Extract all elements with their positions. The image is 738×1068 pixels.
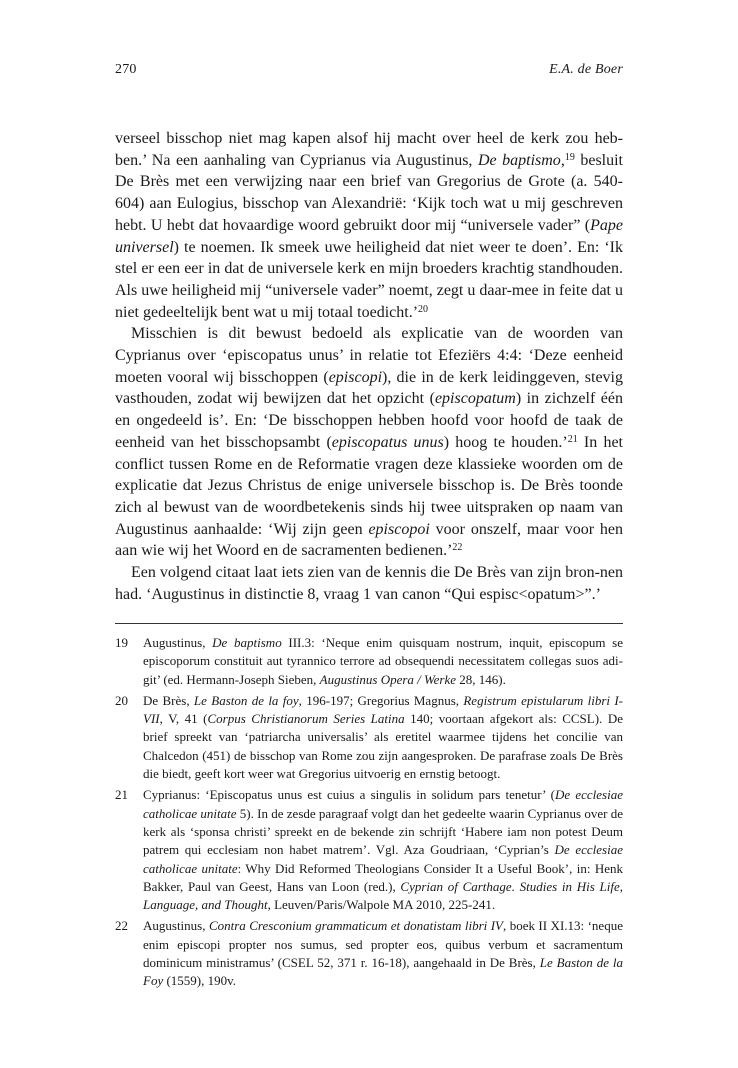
italic-run: Corpus Christianorum Series Latina — [207, 711, 405, 727]
italic-run: De baptismo — [212, 635, 282, 650]
paragraph-2 — [115, 323, 623, 562]
text-run: ) hoog te houden.’ — [443, 433, 568, 451]
text-run: III.3: ‘Neque enim quisquam nostrum, inquit, episcopum se episcoporum constituit aut tyrannico terrore ad obsequendi necessitatem collegas suos adi-git’ (ed. Hermann-Joseph Sieben, — [143, 635, 623, 687]
text-run: , — [560, 151, 565, 169]
footnote-19 — [115, 634, 623, 689]
italic-run: Registrum epistularum libri I-VII — [143, 692, 623, 727]
text-run: voor onszelf, maar voor hen aan wie wij het Woord en de sacramenten bedienen.’ — [115, 520, 624, 560]
footnote-number: 19 — [115, 635, 128, 650]
text-run: (1559), 190v. — [163, 973, 237, 989]
italic-run: De baptismo — [477, 151, 561, 169]
footnote-20 — [115, 692, 623, 783]
italic-run: Cyprian of Carthage. Studies in His Life, Language, and Thought — [143, 878, 623, 913]
main-text — [115, 128, 623, 605]
italic-run: episcopoi — [368, 520, 430, 538]
footnotes — [115, 634, 623, 994]
italic-run: episcopatus unus — [331, 433, 444, 451]
footnote-22 — [115, 917, 623, 990]
footnote-ref-20[interactable]: 20 — [418, 303, 429, 315]
footnote-ref-19[interactable]: 19 — [564, 151, 575, 163]
text-run: ) te noemen. Ik smeek uwe heiligheid dat niet weer te doen’. En: ‘Ik stel er een eer in dat de universele kerk en mijn broeders krachtig standhouden. Als uwe heiligheid mij “universele vader” noemt, zegt u daar-mee in feite dat u niet gedeeltelijk bent wat u mij totaal toedicht.’ — [115, 238, 623, 321]
text-run: , 196-197; Gregorius Magnus, — [298, 692, 464, 708]
text-run: 140; voortaan afgekort als: CCSL). De brief spreekt van ‘patriarcha universalis’ als eretitel waarmee tijdens het concilie van Chalcedon (451) de bisschop van Rome zou zijn aangesproken. De parafrase zoals De Brès die biedt, geeft kort weer wat Gregorius uitvoerig en ernstig betoogt. — [143, 711, 623, 782]
text-run: 5). In de zesde paragraaf volgt dan het gedeelte waarin Cyprianus over de kerk als ‘sponsa christi’ spreekt en de bekende zin schrijft ‘Habere iam non potest Deum patrem qui ecclesiam non habet matrem’. Vgl. Aza Goudriaan, ‘Cyprian’s — [143, 805, 623, 858]
running-author: E.A. de Boer — [549, 62, 623, 77]
text-run: , V, 41 ( — [159, 711, 208, 727]
footnote-number: 22 — [115, 918, 128, 934]
footnote-21 — [115, 786, 623, 914]
italic-run: Pape universel — [115, 216, 623, 256]
paragraph-3: Een volgend citaat laat iets zien van de kennis die De Brès van zijn bron-nen had. ‘Augustinus in distinctie 8, vraag 1 van canon “Qui espisc<opatum>”.’ — [115, 564, 623, 603]
footnote-ref-21[interactable]: 21 — [567, 433, 578, 445]
text-run: ), die in de kerk leidinggeven, stevig vasthouden, zodat wij bewijzen dat het opzicht ( — [115, 368, 623, 408]
text-run: Augustinus, — [143, 918, 209, 934]
italic-run: Augustinus Opera / Werke — [319, 671, 457, 687]
italic-run: De ecclesiae catholicae unitate — [143, 787, 623, 821]
text-run: De Brès, — [143, 692, 194, 708]
footnote-ref-22[interactable]: 22 — [452, 542, 463, 554]
text-run: : Why Did Reformed Theologians Consider It a Useful Book’, in: Henk Bakker, Paul van Geest, Hans van Loon (red.), — [143, 860, 623, 894]
footnote-separator — [115, 623, 623, 624]
page-number: 270 — [115, 62, 137, 77]
italic-run: Le Baston de la foy — [193, 692, 299, 708]
text-run: In het conflict tussen Rome en de Reformatie vragen deze klassieke woorden om de explicatie dat Jezus Christus de enige universele bisschop is. De Brès toonde zich al bewust van de woordbetekenis sinds hij twee uitspraken op naam van Augustinus aanhaalde: ‘Wij zijn geen — [115, 433, 623, 538]
text-run: verseel bisschop niet mag kapen alsof hij macht over heel de kerk zou heb-ben.’ Na een aanhaling van Cyprianus via Augustinus, — [115, 130, 623, 169]
text-run: 28, 146). — [456, 671, 506, 687]
text-run: ) in zichzelf één en ongedeeld is’. En: ‘De bisschoppen hebben hoofd voor hoofd de taak de eenheid van het bisschopsambt ( — [115, 390, 623, 451]
text-run: Misschien is dit bewust bedoeld als explicatie van de woorden van Cyprianus over ‘episcopatus unus’ in relatie tot Efeziërs 4:4: ‘Deze eenheid moeten vooral wij bisschoppen ( — [115, 325, 623, 386]
footnote-number: 20 — [115, 692, 128, 708]
text-run: , boek II XI.13: ‘neque enim episcopi propter nos sumus, sed propter eos, quibus verbum et sacramentum dominicum ministramus’ (CSEL 52, 371 r. 16-18), aangehaald in De Brès, — [143, 918, 623, 971]
text-run: Cyprianus: ‘Episcopatus unus est cuius a singulis in solidum pars tenetur’ ( — [143, 787, 555, 803]
italic-run: episcopatum — [434, 390, 516, 408]
italic-run: Le Baston de la Foy — [143, 955, 623, 989]
italic-run: De ecclesiae catholicae unitate — [143, 842, 623, 876]
text-run: Augustinus, — [143, 635, 213, 650]
italic-run: Contra Cresconium grammaticum et donatistam libri IV — [208, 918, 503, 934]
text-run: besluit De Brès met een verwijzing naar een brief van Gregorius de Grote (a. 540-604) aan Eulogius, bisschop van Alexandrië: ‘Kijk toch wat u mij geschreven hebt. U hebt dat hovaardige woord gebruikt door mij “universele vader” ( — [115, 151, 624, 234]
paragraph-1 — [115, 128, 623, 323]
italic-run: episcopi — [328, 368, 383, 386]
text-run: , Leuven/Paris/Walpole MA 2010, 225-241. — [267, 897, 496, 913]
footnote-number: 21 — [115, 787, 128, 803]
